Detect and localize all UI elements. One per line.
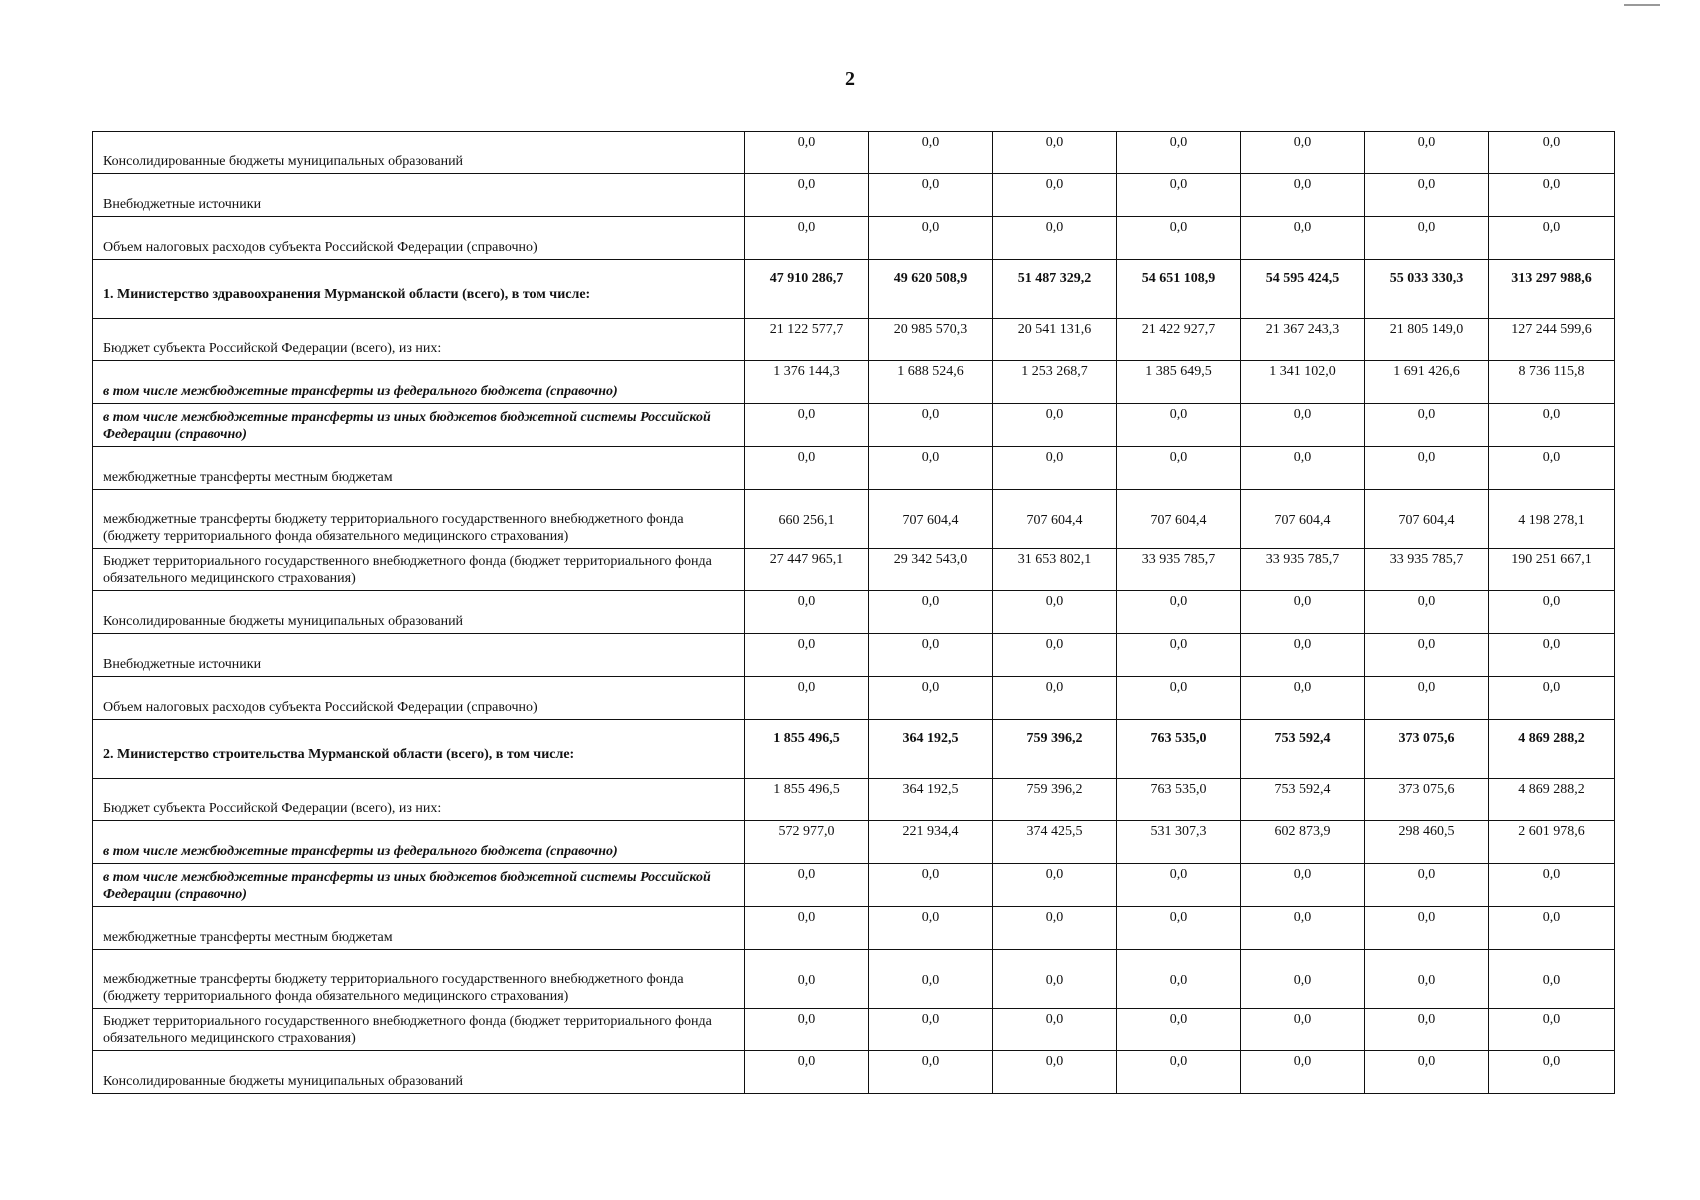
value-cell: 0,0 (993, 174, 1117, 217)
value-cell: 0,0 (1365, 1051, 1489, 1094)
value-cell: 127 244 599,6 (1489, 319, 1615, 361)
value-cell: 49 620 508,9 (869, 260, 993, 319)
value-cell: 0,0 (1241, 174, 1365, 217)
value-cell: 0,0 (869, 591, 993, 634)
value-cell: 21 122 577,7 (745, 319, 869, 361)
value-cell: 0,0 (1365, 217, 1489, 260)
value-cell: 572 977,0 (745, 821, 869, 864)
row-label: Бюджет субъекта Российской Федерации (всего), из них: (93, 319, 745, 361)
value-cell: 0,0 (745, 591, 869, 634)
value-cell: 21 422 927,7 (1117, 319, 1241, 361)
value-cell: 0,0 (1241, 404, 1365, 447)
value-cell: 0,0 (1489, 404, 1615, 447)
value-cell: 602 873,9 (1241, 821, 1365, 864)
value-cell: 0,0 (869, 217, 993, 260)
value-cell: 221 934,4 (869, 821, 993, 864)
table-row (93, 907, 1615, 950)
value-cell: 759 396,2 (993, 720, 1117, 779)
budget-table (92, 131, 1615, 1094)
table-row (93, 174, 1615, 217)
value-cell: 51 487 329,2 (993, 260, 1117, 319)
row-label: Консолидированные бюджеты муниципальных образований (93, 1051, 745, 1094)
value-cell: 4 198 278,1 (1489, 490, 1615, 549)
value-cell: 753 592,4 (1241, 720, 1365, 779)
value-cell: 0,0 (1117, 447, 1241, 490)
value-cell: 8 736 115,8 (1489, 361, 1615, 404)
value-cell: 0,0 (745, 1009, 869, 1051)
row-label: Внебюджетные источники (93, 634, 745, 677)
value-cell: 0,0 (993, 447, 1117, 490)
value-cell: 0,0 (1117, 591, 1241, 634)
table-row (93, 720, 1615, 779)
row-label: Консолидированные бюджеты муниципальных образований (93, 591, 745, 634)
value-cell: 0,0 (1241, 677, 1365, 720)
table-row (93, 217, 1615, 260)
value-cell: 0,0 (745, 404, 869, 447)
value-cell: 33 935 785,7 (1365, 549, 1489, 591)
table-row (93, 864, 1615, 907)
value-cell: 0,0 (745, 447, 869, 490)
value-cell: 0,0 (869, 1009, 993, 1051)
value-cell: 33 935 785,7 (1117, 549, 1241, 591)
value-cell: 0,0 (1365, 1009, 1489, 1051)
value-cell: 0,0 (1117, 217, 1241, 260)
value-cell: 33 935 785,7 (1241, 549, 1365, 591)
row-label: в том числе межбюджетные трансферты из федерального бюджета (справочно) (93, 821, 745, 864)
page-number: 2 (845, 68, 855, 90)
value-cell: 1 385 649,5 (1117, 361, 1241, 404)
value-cell: 0,0 (1241, 864, 1365, 907)
row-label: в том числе межбюджетные трансферты из иных бюджетов бюджетной системы Российской Федерации (справочно) (93, 864, 745, 907)
value-cell: 0,0 (1489, 174, 1615, 217)
value-cell: 0,0 (1489, 132, 1615, 174)
value-cell: 0,0 (993, 591, 1117, 634)
value-cell: 0,0 (1489, 591, 1615, 634)
value-cell: 31 653 802,1 (993, 549, 1117, 591)
value-cell: 0,0 (1489, 634, 1615, 677)
value-cell: 0,0 (1241, 591, 1365, 634)
value-cell: 1 688 524,6 (869, 361, 993, 404)
value-cell: 0,0 (745, 907, 869, 950)
value-cell: 0,0 (1489, 864, 1615, 907)
value-cell: 2 601 978,6 (1489, 821, 1615, 864)
table-row (93, 447, 1615, 490)
value-cell: 0,0 (1117, 174, 1241, 217)
value-cell: 298 460,5 (1365, 821, 1489, 864)
value-cell: 0,0 (1365, 634, 1489, 677)
value-cell: 0,0 (1489, 677, 1615, 720)
value-cell: 0,0 (1117, 950, 1241, 1009)
value-cell: 1 855 496,5 (745, 720, 869, 779)
value-cell: 0,0 (993, 217, 1117, 260)
value-cell: 0,0 (993, 677, 1117, 720)
value-cell: 660 256,1 (745, 490, 869, 549)
value-cell: 0,0 (1117, 634, 1241, 677)
table-body (93, 132, 1615, 1094)
value-cell: 4 869 288,2 (1489, 779, 1615, 821)
value-cell: 0,0 (1489, 217, 1615, 260)
value-cell: 0,0 (993, 634, 1117, 677)
value-cell: 364 192,5 (869, 779, 993, 821)
row-label: Бюджет территориального государственного внебюджетного фонда (бюджет территориального фонда обязательного медицинского страхования) (93, 1009, 745, 1051)
table-row (93, 591, 1615, 634)
value-cell: 759 396,2 (993, 779, 1117, 821)
value-cell: 190 251 667,1 (1489, 549, 1615, 591)
value-cell: 0,0 (1365, 864, 1489, 907)
table-row (93, 821, 1615, 864)
value-cell: 0,0 (1241, 907, 1365, 950)
value-cell: 0,0 (1117, 864, 1241, 907)
value-cell: 0,0 (869, 404, 993, 447)
value-cell: 0,0 (869, 677, 993, 720)
value-cell: 21 367 243,3 (1241, 319, 1365, 361)
value-cell: 55 033 330,3 (1365, 260, 1489, 319)
value-cell: 0,0 (745, 132, 869, 174)
table-row (93, 319, 1615, 361)
value-cell: 0,0 (869, 447, 993, 490)
value-cell: 1 253 268,7 (993, 361, 1117, 404)
value-cell: 753 592,4 (1241, 779, 1365, 821)
table-row (93, 677, 1615, 720)
row-label: Внебюджетные источники (93, 174, 745, 217)
value-cell: 0,0 (1241, 1051, 1365, 1094)
value-cell: 54 595 424,5 (1241, 260, 1365, 319)
row-label: межбюджетные трансферты местным бюджетам (93, 907, 745, 950)
value-cell: 0,0 (1489, 447, 1615, 490)
row-label: Бюджет территориального государственного внебюджетного фонда (бюджет территориального фонда обязательного медицинского страхования) (93, 549, 745, 591)
value-cell: 0,0 (869, 907, 993, 950)
value-cell: 0,0 (1365, 174, 1489, 217)
value-cell: 0,0 (745, 1051, 869, 1094)
value-cell: 0,0 (1365, 907, 1489, 950)
table-row (93, 1051, 1615, 1094)
value-cell: 0,0 (993, 950, 1117, 1009)
value-cell: 1 691 426,6 (1365, 361, 1489, 404)
value-cell: 0,0 (1365, 591, 1489, 634)
value-cell: 0,0 (1117, 677, 1241, 720)
value-cell: 0,0 (993, 404, 1117, 447)
row-label: Консолидированные бюджеты муниципальных образований (93, 132, 745, 174)
ministry-total-label: 1. Министерство здравоохранения Мурманской области (всего), в том числе: (93, 260, 745, 319)
value-cell: 763 535,0 (1117, 779, 1241, 821)
value-cell: 0,0 (869, 132, 993, 174)
value-cell: 0,0 (1117, 1009, 1241, 1051)
value-cell: 29 342 543,0 (869, 549, 993, 591)
value-cell: 0,0 (1365, 132, 1489, 174)
value-cell: 0,0 (1117, 1051, 1241, 1094)
value-cell: 0,0 (993, 864, 1117, 907)
value-cell: 27 447 965,1 (745, 549, 869, 591)
row-label: Бюджет субъекта Российской Федерации (всего), из них: (93, 779, 745, 821)
value-cell: 0,0 (869, 634, 993, 677)
value-cell: 0,0 (1241, 132, 1365, 174)
value-cell: 0,0 (869, 1051, 993, 1094)
value-cell: 373 075,6 (1365, 779, 1489, 821)
value-cell: 373 075,6 (1365, 720, 1489, 779)
value-cell: 20 985 570,3 (869, 319, 993, 361)
value-cell: 707 604,4 (1365, 490, 1489, 549)
table-row (93, 404, 1615, 447)
value-cell: 0,0 (1365, 404, 1489, 447)
value-cell: 0,0 (1117, 132, 1241, 174)
value-cell: 707 604,4 (1241, 490, 1365, 549)
value-cell: 0,0 (745, 677, 869, 720)
value-cell: 0,0 (745, 217, 869, 260)
value-cell: 54 651 108,9 (1117, 260, 1241, 319)
value-cell: 0,0 (1365, 950, 1489, 1009)
value-cell: 0,0 (1489, 907, 1615, 950)
value-cell: 0,0 (993, 132, 1117, 174)
table-row (93, 549, 1615, 591)
value-cell: 0,0 (869, 864, 993, 907)
table-row (93, 361, 1615, 404)
value-cell: 0,0 (745, 634, 869, 677)
value-cell: 313 297 988,6 (1489, 260, 1615, 319)
ministry-total-label: 2. Министерство строительства Мурманской области (всего), в том числе: (93, 720, 745, 779)
table-row (93, 950, 1615, 1009)
value-cell: 0,0 (869, 950, 993, 1009)
value-cell: 1 376 144,3 (745, 361, 869, 404)
value-cell: 531 307,3 (1117, 821, 1241, 864)
row-label: в том числе межбюджетные трансферты из иных бюджетов бюджетной системы Российской Федерации (справочно) (93, 404, 745, 447)
row-label: в том числе межбюджетные трансферты из федерального бюджета (справочно) (93, 361, 745, 404)
value-cell: 707 604,4 (869, 490, 993, 549)
value-cell: 364 192,5 (869, 720, 993, 779)
value-cell: 0,0 (993, 907, 1117, 950)
value-cell: 0,0 (869, 174, 993, 217)
value-cell: 0,0 (1489, 950, 1615, 1009)
value-cell: 707 604,4 (993, 490, 1117, 549)
value-cell: 0,0 (1489, 1051, 1615, 1094)
value-cell: 0,0 (745, 864, 869, 907)
value-cell: 0,0 (1117, 907, 1241, 950)
table-row (93, 260, 1615, 319)
value-cell: 1 341 102,0 (1241, 361, 1365, 404)
corner-mark (1624, 4, 1660, 6)
value-cell: 0,0 (993, 1051, 1117, 1094)
value-cell: 0,0 (745, 174, 869, 217)
row-label: Объем налоговых расходов субъекта Российской Федерации (справочно) (93, 677, 745, 720)
value-cell: 0,0 (1241, 950, 1365, 1009)
value-cell: 0,0 (1241, 634, 1365, 677)
table-row (93, 634, 1615, 677)
row-label: Объем налоговых расходов субъекта Российской Федерации (справочно) (93, 217, 745, 260)
table-row (93, 132, 1615, 174)
value-cell: 21 805 149,0 (1365, 319, 1489, 361)
value-cell: 20 541 131,6 (993, 319, 1117, 361)
value-cell: 4 869 288,2 (1489, 720, 1615, 779)
value-cell: 0,0 (1117, 404, 1241, 447)
value-cell: 0,0 (993, 1009, 1117, 1051)
table-row (93, 779, 1615, 821)
row-label: межбюджетные трансферты бюджету территориального государственного внебюджетного фонда (бюджету территориального фонда обязательного медицинского страхования) (93, 490, 745, 549)
row-label: межбюджетные трансферты местным бюджетам (93, 447, 745, 490)
value-cell: 0,0 (1241, 217, 1365, 260)
value-cell: 707 604,4 (1117, 490, 1241, 549)
value-cell: 47 910 286,7 (745, 260, 869, 319)
row-label: межбюджетные трансферты бюджету территориального государственного внебюджетного фонда (бюджету территориального фонда обязательного медицинского страхования) (93, 950, 745, 1009)
value-cell: 0,0 (1365, 447, 1489, 490)
value-cell: 0,0 (1365, 677, 1489, 720)
value-cell: 763 535,0 (1117, 720, 1241, 779)
value-cell: 0,0 (745, 950, 869, 1009)
value-cell: 0,0 (1241, 447, 1365, 490)
value-cell: 0,0 (1241, 1009, 1365, 1051)
value-cell: 1 855 496,5 (745, 779, 869, 821)
table-row (93, 1009, 1615, 1051)
value-cell: 374 425,5 (993, 821, 1117, 864)
table-row (93, 490, 1615, 549)
value-cell: 0,0 (1489, 1009, 1615, 1051)
